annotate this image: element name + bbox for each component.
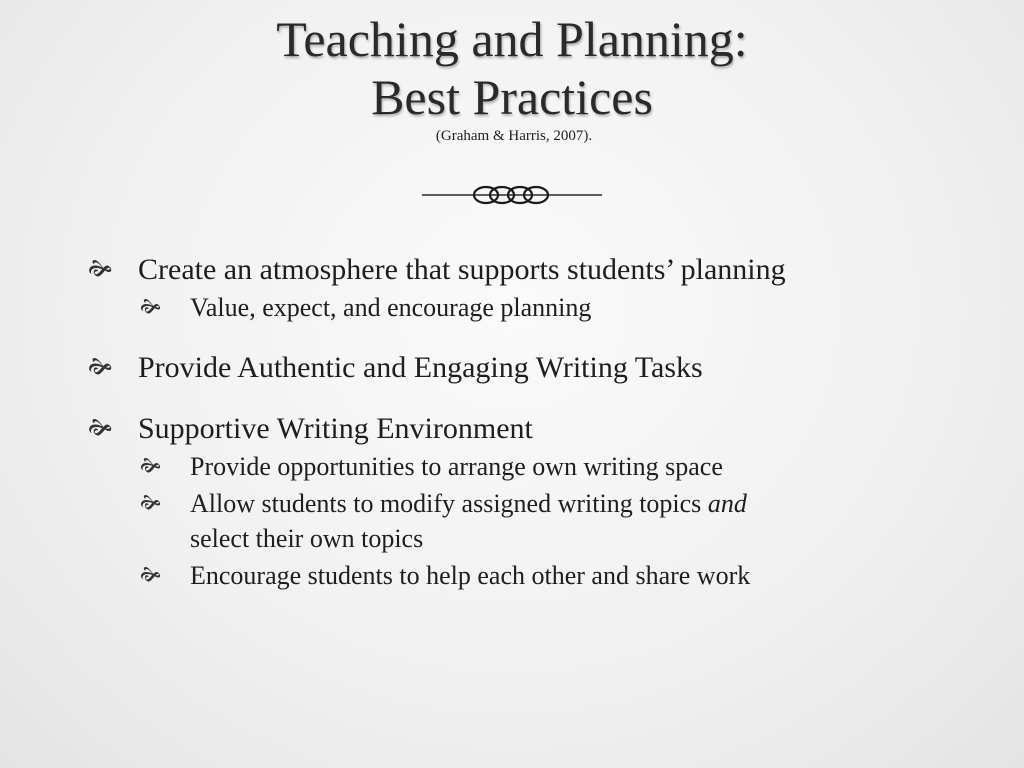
slide-title-line-2: Best Practices: [371, 69, 653, 125]
sub-bullet-item: [86, 558, 986, 593]
sub-bullet-emphasis: and: [707, 489, 747, 518]
bullet-text: Supportive Writing Environment: [138, 412, 533, 445]
sub-bullet-text: Value, expect, and encourage planning: [190, 293, 592, 322]
fleuron-bullet-icon: 🙞: [140, 455, 162, 477]
bullet-item: [86, 250, 986, 290]
slide-title-line-1: Teaching and Planning:: [276, 11, 748, 67]
fleuron-bullet-icon: 🙞: [88, 257, 113, 282]
sub-bullet-item: [86, 486, 986, 556]
scroll-divider-icon: [420, 180, 604, 210]
bullet-text: Create an atmosphere that supports students’ planning: [138, 253, 786, 286]
fleuron-bullet-icon: 🙞: [140, 492, 162, 514]
fleuron-bullet-icon: 🙞: [140, 296, 162, 318]
sub-bullet-text: Encourage students to help each other and share work: [190, 561, 751, 590]
sub-bullet-item: [86, 290, 986, 325]
bullet-text: Provide Authentic and Engaging Writing Tasks: [138, 351, 703, 384]
bullet-item: [86, 348, 986, 388]
fleuron-bullet-icon: 🙞: [140, 564, 162, 586]
bullet-item: [86, 409, 986, 449]
citation: (Graham & Harris, 2007).: [435, 128, 593, 144]
fleuron-bullet-icon: 🙞: [88, 416, 113, 441]
sub-bullet-text-after: select their own topics: [190, 524, 424, 553]
sub-bullet-text: Provide opportunities to arrange own writing space: [190, 452, 723, 481]
fleuron-bullet-icon: 🙞: [88, 355, 113, 380]
sub-bullet-item: [86, 449, 986, 484]
bullet-list: [86, 250, 986, 593]
title-block: [0, 10, 1024, 145]
sub-bullet-text-before: Allow students to modify assigned writing topics: [190, 489, 708, 518]
